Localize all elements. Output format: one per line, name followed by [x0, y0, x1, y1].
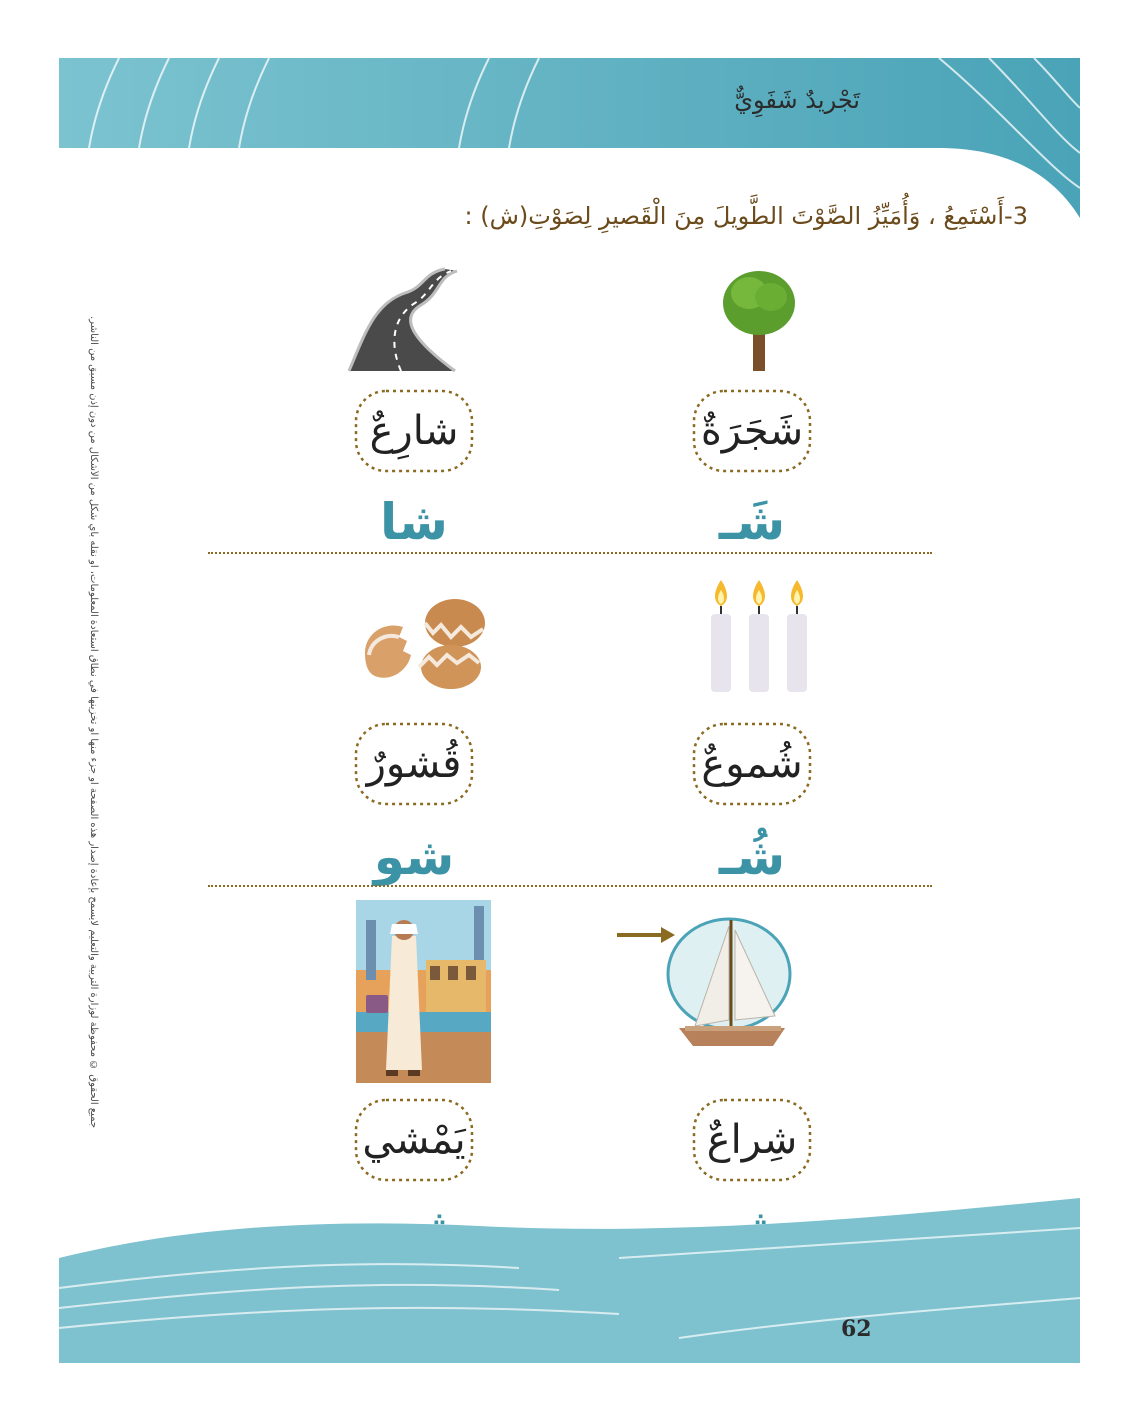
word-road: شارِعٌ — [369, 408, 459, 454]
word-candles: شُموعٌ — [701, 741, 803, 787]
tree-picture — [719, 263, 799, 373]
sailboat-picture — [665, 916, 795, 1056]
walking-man-picture — [356, 900, 491, 1083]
copyright-note: جميع الحقوق © محفوظة لوزارة التربية والتعليم لايسمح بإعادة إصدار هذه الصفحة أو جزء منها أو تخزينها في نطاق استعادة المعلومات، أو نقله بأي شكل من الأشكال من دون إذن مسبق من الناشر. — [88, 315, 99, 1128]
header-band — [59, 58, 1080, 268]
word-tree: شَجَرَةٌ — [700, 408, 804, 454]
word-walks: يَمْشي — [362, 1117, 466, 1163]
row-divider-2 — [208, 885, 932, 887]
exercise-instruction: 3-أَسْتَمِعُ ، وَأُمَيِّزُ الصَّوْتَ الطَّويلَ مِنَ الْقَصيرِ لِصَوْتِ(ش) : — [464, 202, 1028, 230]
word-eggshells: قُشورٌ — [366, 741, 462, 787]
candles-picture — [707, 574, 811, 694]
worksheet-page — [59, 58, 1080, 1363]
row-divider-1 — [208, 552, 932, 554]
syllable-long-alif: شا — [380, 493, 448, 551]
syllable-short-damma: شُـ — [718, 828, 786, 886]
section-title: تَجْريدٌ شَفَوِيٌّ — [734, 86, 860, 114]
syllable-short-fatha: شَـ — [718, 493, 786, 551]
word-sail: شِراعٌ — [706, 1117, 798, 1163]
syllable-long-waw: شو — [373, 828, 455, 886]
footer-band — [59, 1198, 1080, 1363]
page-number: 62 — [841, 1316, 872, 1342]
road-picture — [345, 263, 465, 373]
eggshells-picture — [359, 593, 497, 691]
